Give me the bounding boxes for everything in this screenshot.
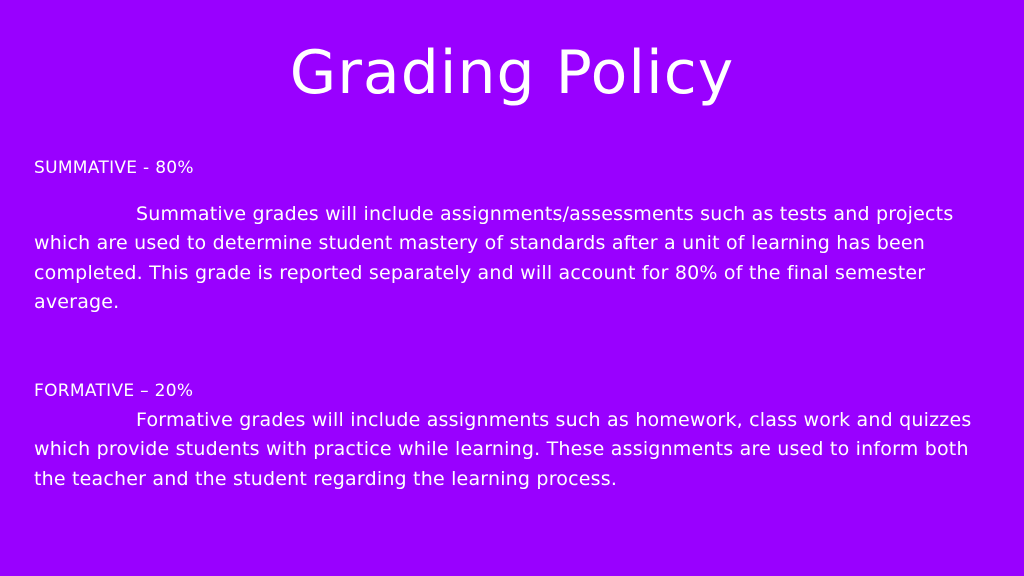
summative-heading: SUMMATIVE - 80% xyxy=(34,158,194,178)
summative-paragraph: Summative grades will include assignments/assessments such as tests and projects which are used to determine student mastery of standards after a unit of learning has been completed. This grade is reported separately and will account for 80% of the final semester average. xyxy=(34,203,954,313)
slide-title: Grading Policy xyxy=(289,38,735,108)
formative-heading: FORMATIVE – 20% xyxy=(34,381,194,401)
formative-paragraph: Formative grades will include assignments such as homework, class work and quizzes which provide students with practice while learning. These assignments are used to inform both the teacher and the student regarding the learning process. xyxy=(34,409,972,490)
